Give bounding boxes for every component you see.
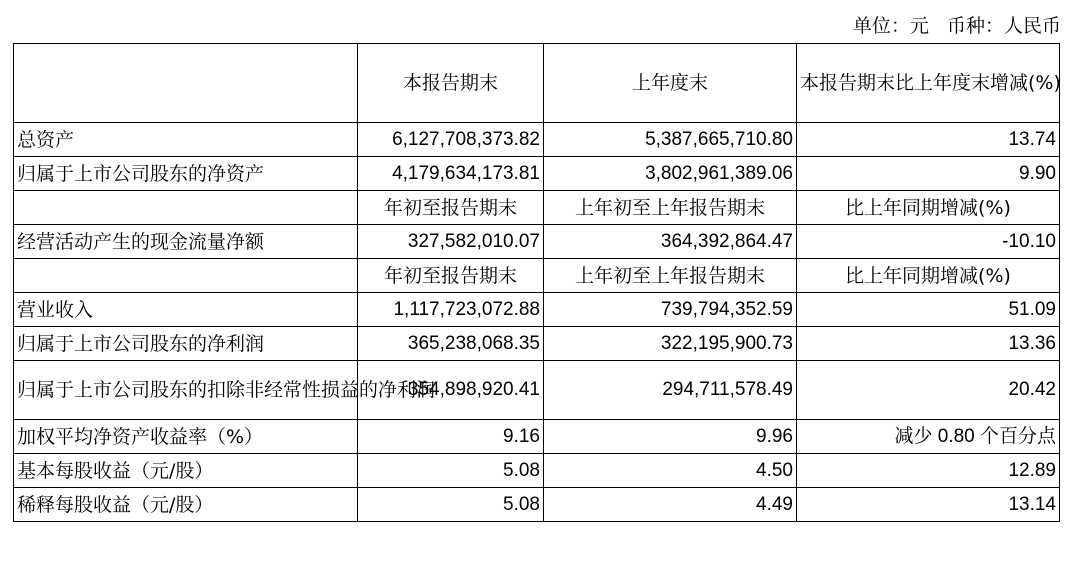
row-value-change: 20.42 xyxy=(797,361,1060,420)
row-label: 总资产 xyxy=(14,123,358,157)
row-value-change: 13.14 xyxy=(797,488,1060,522)
row-value-previous: 4.50 xyxy=(544,454,797,488)
header-blank-cell xyxy=(14,44,358,123)
header-previous-year-end: 上年度末 xyxy=(544,44,797,123)
row-value-previous: 9.96 xyxy=(544,420,797,454)
row-value-previous: 322,195,900.73 xyxy=(544,327,797,361)
table-row xyxy=(14,420,1060,454)
row-value-current: 6,127,708,373.82 xyxy=(358,123,544,157)
row-value-previous: 364,392,864.47 xyxy=(544,225,797,259)
row-value-previous: 3,802,961,389.06 xyxy=(544,157,797,191)
row-value-current: 1,117,723,072.88 xyxy=(358,293,544,327)
row-label: 归属于上市公司股东的净利润 xyxy=(14,327,358,361)
row-label: 基本每股收益（元/股） xyxy=(14,454,358,488)
row-value-change: 13.36 xyxy=(797,327,1060,361)
subheader-blank-cell xyxy=(14,191,358,225)
subheader-blank-cell xyxy=(14,259,358,293)
row-value-previous: 739,794,352.59 xyxy=(544,293,797,327)
table-row xyxy=(14,157,1060,191)
row-value-current: 5.08 xyxy=(358,454,544,488)
row-label: 归属于上市公司股东的扣除非经常性损益的净利润 xyxy=(14,361,358,420)
row-value-previous: 5,387,665,710.80 xyxy=(544,123,797,157)
row-value-change: 12.89 xyxy=(797,454,1060,488)
table-row xyxy=(14,123,1060,157)
subheader-prior-ytd: 上年初至上年报告期末 xyxy=(544,191,797,225)
unit-currency-note: 单位：元 币种：人民币 xyxy=(852,15,1061,37)
subheader-yoy-change: 比上年同期增减(%) xyxy=(797,259,1060,293)
table-row xyxy=(14,225,1060,259)
row-value-change: 51.09 xyxy=(797,293,1060,327)
row-value-change: -10.10 xyxy=(797,225,1060,259)
table-row xyxy=(14,488,1060,522)
row-value-current: 354,898,920.41 xyxy=(358,361,544,420)
header-change-percent: 本报告期末比上年度末增减(%) xyxy=(797,44,1060,123)
row-label: 营业收入 xyxy=(14,293,358,327)
row-value-current: 5.08 xyxy=(358,488,544,522)
table-subheader-row xyxy=(14,259,1060,293)
subheader-ytd: 年初至报告期末 xyxy=(358,191,544,225)
financial-data-table xyxy=(13,43,1060,522)
table-row xyxy=(14,454,1060,488)
row-value-current: 4,179,634,173.81 xyxy=(358,157,544,191)
table-row xyxy=(14,293,1060,327)
row-label: 稀释每股收益（元/股） xyxy=(14,488,358,522)
row-label: 加权平均净资产收益率（%） xyxy=(14,420,358,454)
header-current-period-end: 本报告期末 xyxy=(358,44,544,123)
row-value-change: 9.90 xyxy=(797,157,1060,191)
row-label: 经营活动产生的现金流量净额 xyxy=(14,225,358,259)
row-value-current: 9.16 xyxy=(358,420,544,454)
subheader-prior-ytd: 上年初至上年报告期末 xyxy=(544,259,797,293)
table-subheader-row xyxy=(14,191,1060,225)
table-header-row xyxy=(14,44,1060,123)
row-value-current: 365,238,068.35 xyxy=(358,327,544,361)
row-value-change: 13.74 xyxy=(797,123,1060,157)
row-label: 归属于上市公司股东的净资产 xyxy=(14,157,358,191)
row-value-previous: 294,711,578.49 xyxy=(544,361,797,420)
row-value-change: 减少 0.80 个百分点 xyxy=(797,420,1060,454)
row-value-previous: 4.49 xyxy=(544,488,797,522)
subheader-ytd: 年初至报告期末 xyxy=(358,259,544,293)
table-row xyxy=(14,327,1060,361)
table-row xyxy=(14,361,1060,420)
row-value-current: 327,582,010.07 xyxy=(358,225,544,259)
subheader-yoy-change: 比上年同期增减(%) xyxy=(797,191,1060,225)
